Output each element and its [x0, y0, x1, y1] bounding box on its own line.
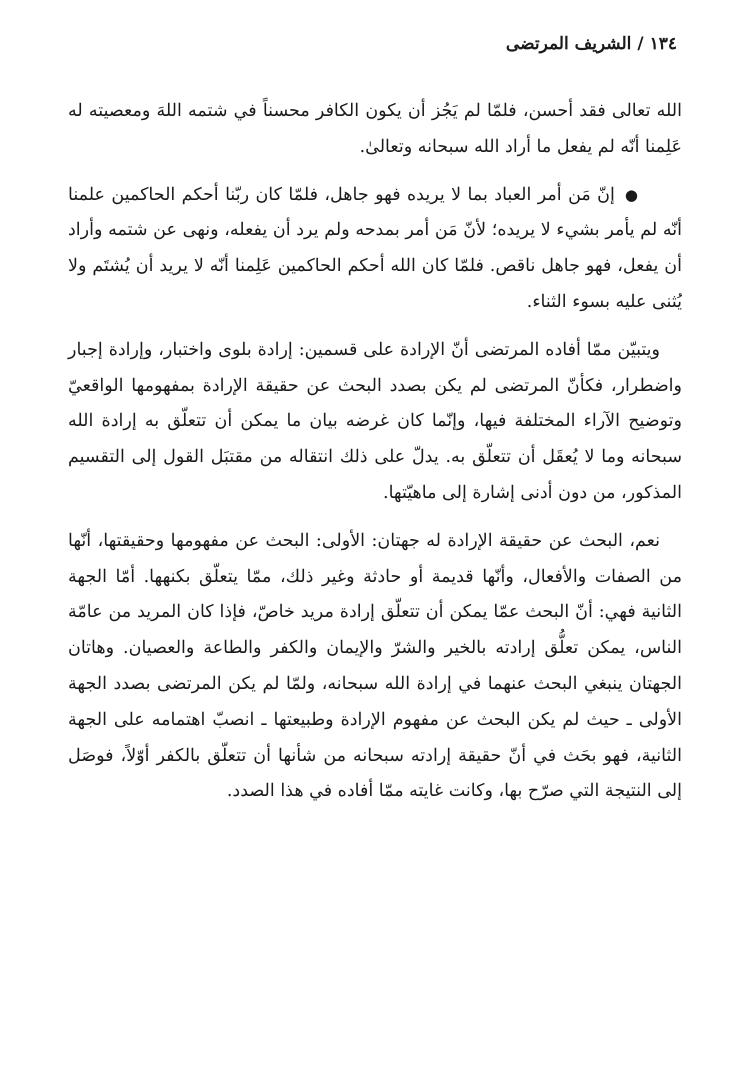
paragraph — [68, 333, 682, 512]
bullet-icon: ● — [624, 185, 638, 204]
page-number: ١٣٤ — [649, 34, 677, 54]
paragraph-text: نعم، البحث عن حقيقة الإرادة له جهتان: الأولى: البحث عن مفهومها وحقيقتها، أنّها من الصفات والأفعال، وأنّها قديمة أو حادثة وغير ذلك، ممّا يتعلّق بكنهها. أمّا الجهة الثانية فهي: أنّ البحث عمّا يمكن أن تتعلّق إرادة مريد خاصّ، فإذا كان المريد من عامّة الناس، يمكن تعلُّق إرادته بالخير والشرّ والإيمان والكفر والطاعة والعصيان. وهاتان الجهتان ينبغي البحث عنهما في إرادة الله سبحانه، ولمّا لم يكن المرتضى بصدد الجهة الأولى ـ حيث لم يكن البحث عن مفهوم الإرادة وطبيعتها ـ انصبّ اهتمامه على الجهة الثانية، فهو بحَث في أنّ حقيقة إرادته سبحانه من شأنها أن تتعلّق بالكفر أوّلاً، فوصَل إلى النتيجة التي صرّح بها، وكانت غايته ممّا أفاده في هذا الصدد. — [68, 530, 682, 802]
paragraph-text: الله تعالى فقد أحسن، فلمّا لم يَجُز أن يكون الكافر محسناً في شتمه اللهَ ومعصيته له عَلِمنا أنّه لم يفعل ما أراد الله سبحانه وتعالىٰ. — [68, 101, 682, 157]
body-text — [68, 94, 682, 810]
paragraph-continuation — [68, 94, 682, 166]
paragraph-text: ويتبيّن ممّا أفاده المرتضى أنّ الإرادة على قسمين: إرادة بلوى واختبار، وإرادة إجبار واضطرار، فكأنّ المرتضى لم يكن بصدد البحث عن حقيقة الإرادة بمفهومها الواقعيّ وتوضيح الآراء المختلفة فيها، وإنّما كان غرضه بيان ما يمكن أن تتعلّق به إرادة الله سبحانه وما لا يُعقَل أن تتعلّق به. يدلّ على ذلك انتقاله من مقتبَل القول إلى التقسيم المذكور، من دون أدنى إشارة إلى ماهيّتها. — [68, 339, 682, 503]
header-title: الشريف المرتضى — [505, 34, 632, 54]
running-header — [506, 34, 677, 54]
header-separator: / — [637, 34, 644, 54]
paragraph-text: إنّ مَن أمر العباد بما لا يريده فهو جاهل، فلمّا كان ربّنا أحكم الحاكمين علمنا أنّه لم يأمر بشيء لا يريده؛ لأنّ مَن أمر بمدحه ولم يرد أن يفعله، ونهى عن شتمه وأراد أن يفعل، فهو جاهل ناقص. فلمّا كان الله أحكم الحاكمين عَلِمنا أنّه لا يريد أن يُشتَم ولا يُثنى عليه بسوء الثناء. — [68, 184, 682, 312]
paragraph-bullet — [68, 178, 682, 321]
paragraph — [68, 524, 682, 810]
